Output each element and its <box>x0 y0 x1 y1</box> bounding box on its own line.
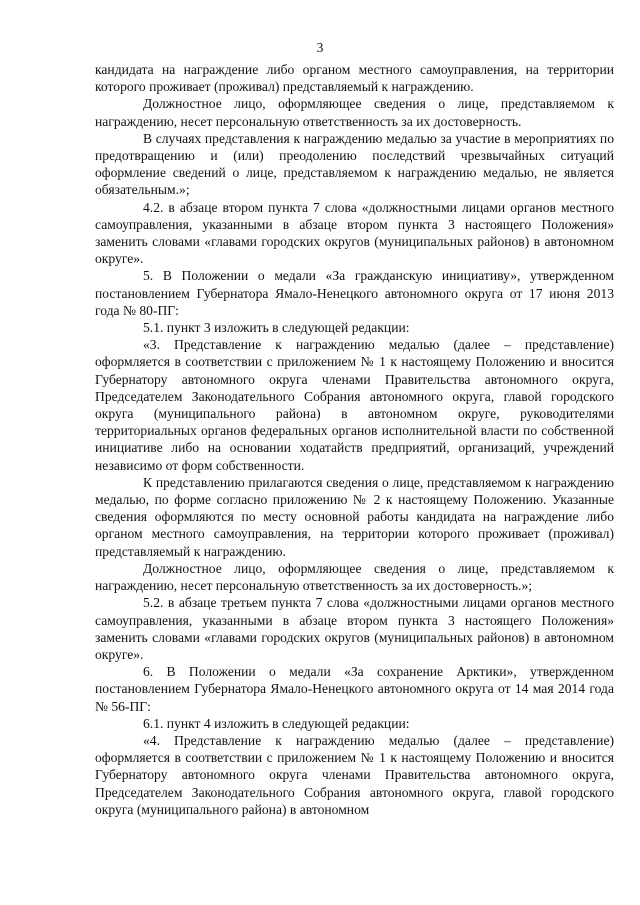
paragraph: В случаях представления к награждению медалью за участие в мероприятиях по предотвращению и (или) преодолению последствий чрезвычайных ситуаций оформление сведений о лице, представляемом к награждению медалью, не является обязательным.»; <box>95 130 614 198</box>
paragraph: Должностное лицо, оформляющее сведения о лице, представляемом к награждению, несет персональную ответственность за их достоверность.»; <box>95 560 614 594</box>
paragraph: «3. Представление к награждению медалью (далее – представление) оформляется в соответствии с приложением № 1 к настоящему Положению и вносится Губернатору автономного округа членами Правительства автономного округа, Председателем Законодательного Собрания автономного округа, главой городского округа (муниципального района) в автономном округе, руководителями территориальных органов федеральных органов исполнительной власти по собственной инициативе либо на основании ходатайств предприятий, организаций, учреждений независимо от форм собственности. <box>95 337 614 473</box>
paragraph: К представлению прилагаются сведения о лице, представляемом к награждению медалью, по форме согласно приложению № 2 к настоящему Положению. Указанные сведения оформляются по месту основной работы кандидата на награждение либо органом местного самоуправления, на территории которого проживает (проживал) представляемый к награждению. <box>95 474 614 559</box>
paragraph: 5. В Положении о медали «За гражданскую инициативу», утвержденном постановлением Губернатора Ямало-Ненецкого автономного округа от 17 июня 2013 года № 80-ПГ: <box>95 268 614 318</box>
page-number: 3 <box>316 40 324 55</box>
paragraph: кандидата на награждение либо органом местного самоуправления, на территории которого проживает (проживал) представляемый к награждению. <box>95 62 614 95</box>
paragraph: 5.2. в абзаце третьем пункта 7 слова «должностными лицами органов местного самоуправления, указанными в абзаце втором пункта 3 настоящего Положения» заменить словами «главами городских округов (муниципальных районов) в автономном округе». <box>95 595 614 662</box>
paragraph: 4.2. в абзаце втором пункта 7 слова «должностными лицами органов местного самоуправления, указанными в абзаце втором пункта 3 настоящего Положения» заменить словами «главами городских округов (муниципальных районов) в автономном округе». <box>95 199 614 267</box>
paragraph: «4. Представление к награждению медалью (далее – представление) оформляется в соответствии с приложением № 1 к настоящему Положению и вносится Губернатору автономного округа членами Правительства автономного округа, Председателем Законодательного Собрания автономного округа, главой городского округа (муниципального района) в автономном <box>95 732 614 817</box>
paragraph: 6.1. пункт 4 изложить в следующей редакции: <box>143 715 410 731</box>
paragraph: Должностное лицо, оформляющее сведения о лице, представляемом к награждению, несет персональную ответственность за их достоверность. <box>95 96 614 129</box>
paragraph: 5.1. пункт 3 изложить в следующей редакции: <box>143 320 410 336</box>
paragraph: 6. В Положении о медали «За сохранение Арктики», утвержденном постановлением Губернатора Ямало-Ненецкого автономного округа от 14 мая 2014 года № 56-ПГ: <box>95 664 614 714</box>
document-body <box>95 61 614 818</box>
